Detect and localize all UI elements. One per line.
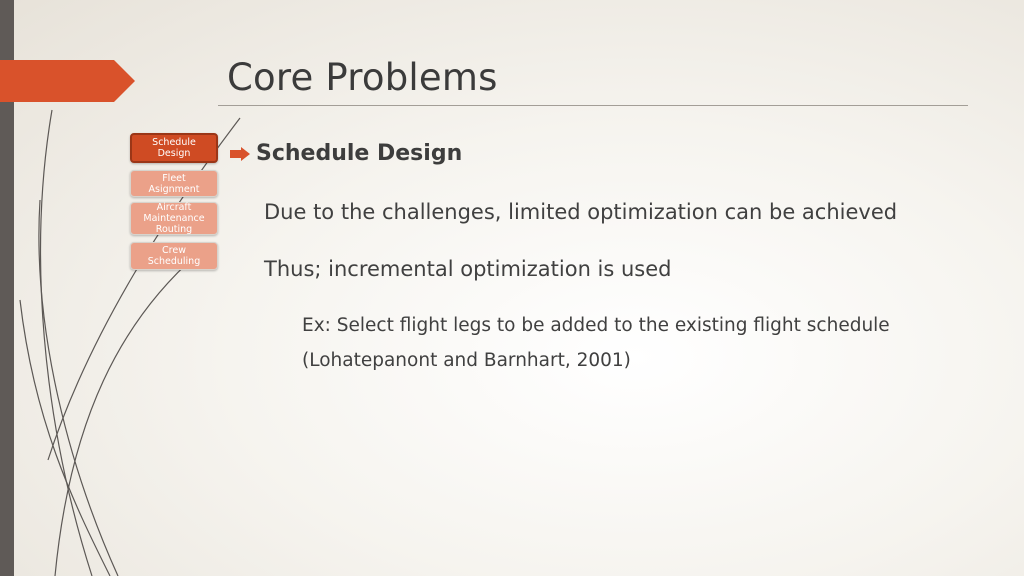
heading-text: Schedule Design (256, 141, 463, 166)
nav-item-schedule-design[interactable]: Schedule Design (130, 133, 218, 163)
sub-line-2: (Lohatepanont and Barnhart, 2001) (302, 350, 631, 371)
nav-item-fleet-assignment[interactable]: Fleet Asignment (130, 170, 218, 197)
title-accent-arrow (0, 60, 135, 102)
title-divider (218, 105, 968, 106)
arrow-bullet-icon (230, 147, 250, 161)
body-line-1: Due to the challenges, limited optimization can be achieved (264, 200, 898, 224)
slide-title: Core Problems (227, 56, 498, 99)
sub-line-1: Ex: Select flight legs to be added to the existing flight schedule (302, 315, 890, 336)
nav-item-crew-scheduling[interactable]: Crew Scheduling (130, 242, 218, 270)
nav-item-aircraft-maintenance-routing[interactable]: Aircraft Maintenance Routing (130, 202, 218, 235)
bullet-heading (230, 141, 462, 166)
body-line-2: Thus; incremental optimization is used (264, 257, 672, 281)
